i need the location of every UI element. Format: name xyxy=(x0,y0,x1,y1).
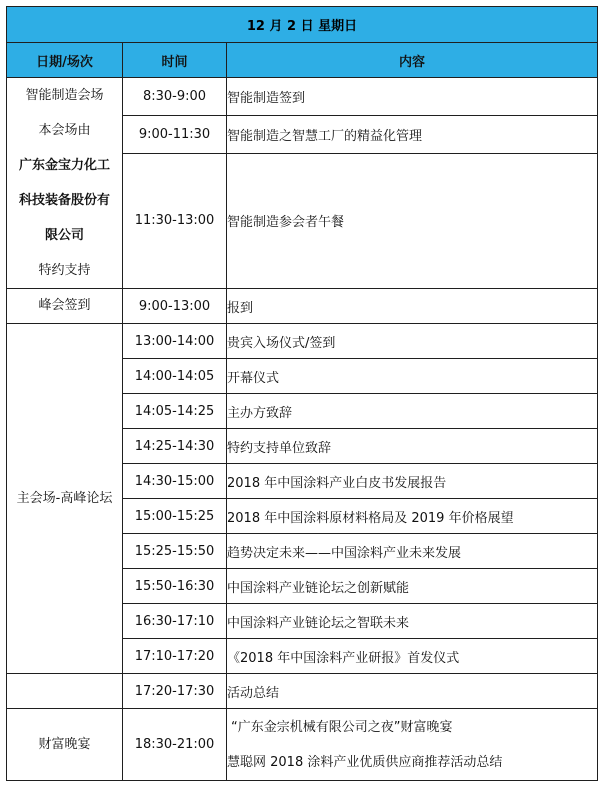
content-cell: 智能制造签到 xyxy=(227,78,598,116)
header-row xyxy=(7,43,598,78)
content-cell: 活动总结 xyxy=(227,674,598,709)
header-time: 时间 xyxy=(123,43,227,78)
table-row xyxy=(7,709,598,781)
time-cell: 14:00-14:05 xyxy=(123,359,227,394)
time-cell: 14:25-14:30 xyxy=(123,429,227,464)
time-cell: 18:30-21:00 xyxy=(123,709,227,781)
time-cell: 13:00-14:00 xyxy=(123,324,227,359)
time-cell: 14:05-14:25 xyxy=(123,394,227,429)
venue-line: 本会场由 xyxy=(38,123,91,138)
content-cell: 贵宾入场仪式/签到 xyxy=(227,324,598,359)
title-row xyxy=(7,7,598,43)
content-cell: 智能制造参会者午餐 xyxy=(227,153,598,288)
venue-line-sponsor: 限公司 xyxy=(44,228,84,243)
schedule-title: 12 月 2 日 星期日 xyxy=(7,7,598,43)
time-cell: 15:25-15:50 xyxy=(123,534,227,569)
content-cell: 《2018 年中国涂料产业研报》首发仪式 xyxy=(227,639,598,674)
venue-line: 智能制造会场 xyxy=(25,88,104,103)
content-cell: 趋势决定未来——中国涂料产业未来发展 xyxy=(227,534,598,569)
table-row xyxy=(7,324,598,359)
venue-line: 特约支持 xyxy=(38,263,91,278)
time-cell: 16:30-17:10 xyxy=(123,604,227,639)
venue-main-forum: 主会场-高峰论坛 xyxy=(7,324,123,674)
content-cell-dinner xyxy=(227,709,598,781)
schedule-table xyxy=(6,6,598,781)
venue-empty xyxy=(7,674,123,709)
content-line: “广东金宗机械有限公司之夜”财富晚宴 xyxy=(231,719,453,735)
content-cell: 智能制造之智慧工厂的精益化管理 xyxy=(227,115,598,153)
header-content: 内容 xyxy=(227,43,598,78)
venue-wealth-dinner: 财富晚宴 xyxy=(7,709,123,781)
table-row xyxy=(7,289,598,324)
time-cell: 15:50-16:30 xyxy=(123,569,227,604)
table-row xyxy=(7,78,598,116)
content-cell: 中国涂料产业链论坛之创新赋能 xyxy=(227,569,598,604)
time-cell: 15:00-15:25 xyxy=(123,499,227,534)
time-cell: 11:30-13:00 xyxy=(123,153,227,288)
time-cell: 17:20-17:30 xyxy=(123,674,227,709)
content-cell: 2018 年中国涂料产业白皮书发展报告 xyxy=(227,464,598,499)
content-line: 慧聪网 2018 涂料产业优质供应商推荐活动总结 xyxy=(227,754,503,770)
venue-smart-manufacturing xyxy=(7,78,123,289)
content-cell: 开幕仪式 xyxy=(227,359,598,394)
content-cell: 主办方致辞 xyxy=(227,394,598,429)
content-cell: 2018 年中国涂料原材料格局及 2019 年价格展望 xyxy=(227,499,598,534)
venue-line-sponsor: 科技装备股份有 xyxy=(18,193,110,208)
header-venue: 日期/场次 xyxy=(7,43,123,78)
time-cell: 9:00-11:30 xyxy=(123,115,227,153)
content-cell: 特约支持单位致辞 xyxy=(227,429,598,464)
time-cell: 14:30-15:00 xyxy=(123,464,227,499)
content-cell: 中国涂料产业链论坛之智联未来 xyxy=(227,604,598,639)
content-cell: 报到 xyxy=(227,289,598,324)
venue-line-sponsor: 广东金宝力化工 xyxy=(18,158,110,173)
venue-checkin: 峰会签到 xyxy=(7,289,123,324)
time-cell: 8:30-9:00 xyxy=(123,78,227,116)
time-cell: 17:10-17:20 xyxy=(123,639,227,674)
table-row xyxy=(7,674,598,709)
time-cell: 9:00-13:00 xyxy=(123,289,227,324)
